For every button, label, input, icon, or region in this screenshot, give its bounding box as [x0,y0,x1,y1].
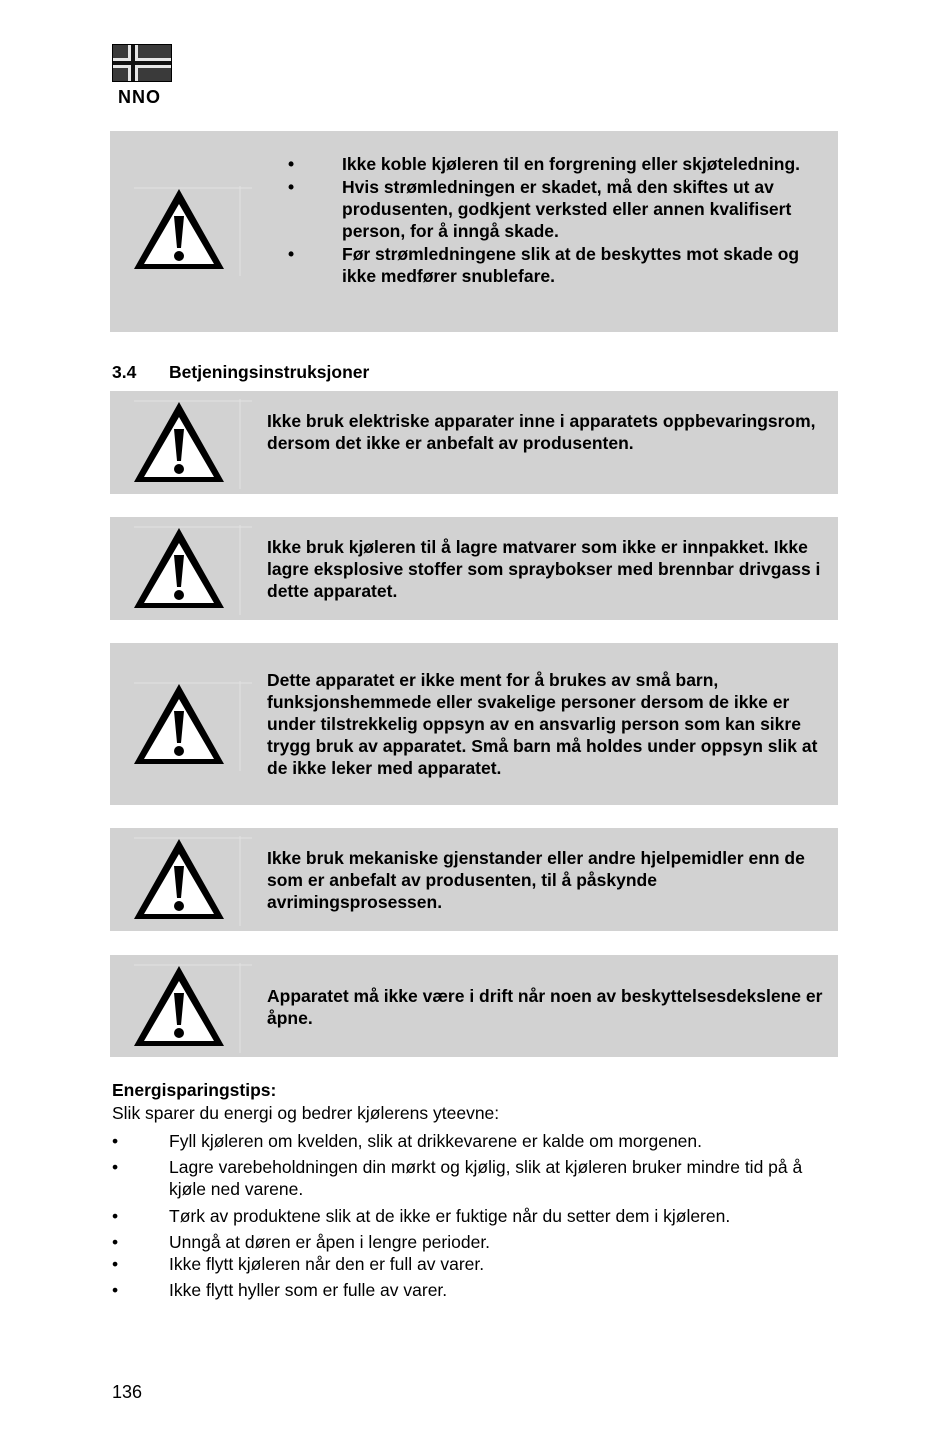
tips-title: Energisparingstips: [112,1080,277,1100]
list-item: • Hvis strømledningen er skadet, må den skiftes ut av produsenten, godkjent verksted eller annen kvalifisert person, for å inngå skade. [288,177,792,241]
warning-box-6 [110,955,838,1057]
list-item: • Ikke koble kjøleren til en forgrening eller skjøteledning. [288,154,801,174]
section-number: 3.4 [112,362,137,382]
warning-triangle-icon [134,525,252,615]
tip-item: • Ikke flytt kjøleren når den er full av varer. [112,1254,485,1274]
warning-box-1 [110,131,838,332]
warning-box-3 [110,517,838,620]
tip-item: • Tørk av produktene slik at de ikke er fuktige når du setter dem i kjøleren. [112,1206,731,1226]
warning-triangle-icon [134,681,252,771]
section-title: Betjeningsinstruksjoner [169,362,370,382]
tip-item: • Unngå at døren er åpen i lengre perioder. [112,1232,491,1252]
warning-box-2 [110,391,838,494]
warning-text: Dette apparatet er ikke ment for å brukes av små barn, funksjonshemmede eller svakelige personer dersom de ikke er under tilstrekkelig oppsyn av en ansvarlig person som kan sikre trygg bruk av apparatet. Små barn må holdes under oppsyn slik at de ikke leker med apparatet. [267,670,818,778]
norway-flag-icon [112,44,172,82]
warning-text: Ikke bruk elektriske apparater inne i apparatets oppbevaringsrom, dersom det ikke er anbefalt av produsenten. [267,411,816,453]
section-heading [112,362,369,383]
tip-item: • Ikke flytt hyller som er fulle av varer. [112,1280,448,1300]
language-code: NNO [118,87,161,107]
page-number: 136 [112,1382,143,1402]
warning-box-5 [110,828,838,931]
warning-text: Ikke bruk kjøleren til å lagre matvarer som ikke er innpakket. Ikke lagre eksplosive stoffer som spraybokser med brennbar drivgass i dette apparatet. [267,537,821,601]
list-item: • Før strømledningene slik at de beskyttes mot skade og ikke medfører snublefare. [288,244,800,286]
warning-triangle-icon [134,399,252,489]
tips-intro: Slik sparer du energi og bedrer kjølerens yteevne: [112,1103,500,1123]
tip-item: • Lagre varebeholdningen din mørkt og kjølig, slik at kjøleren bruker mindre tid på å kjøle ned varene. [112,1157,803,1199]
warning-box-4 [110,643,838,805]
warning-text: Ikke bruk mekaniske gjenstander eller andre hjelpemidler enn de som er anbefalt av produsenten, til å påskynde avrimingsprosessen. [267,848,805,912]
warning-triangle-icon [134,186,252,276]
warning-triangle-icon [134,963,252,1053]
warning-triangle-icon [134,836,252,926]
warning-text: Apparatet må ikke være i drift når noen av beskyttelsesdekslene er åpne. [267,986,823,1028]
warning-list [282,153,818,288]
tip-item: • Fyll kjøleren om kvelden, slik at drikkevarene er kalde om morgenen. [112,1131,702,1151]
